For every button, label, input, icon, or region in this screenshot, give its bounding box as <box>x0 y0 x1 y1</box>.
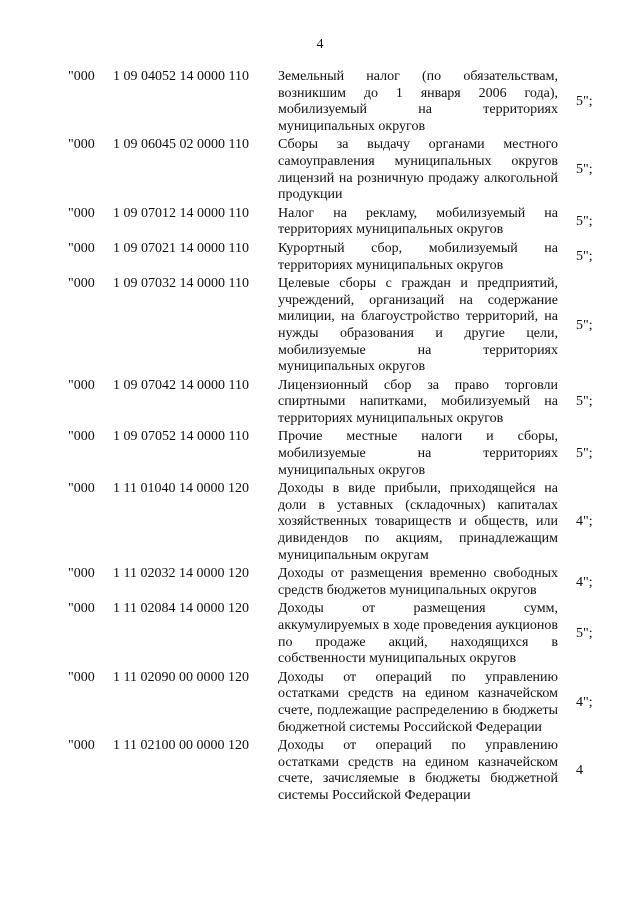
ratio-cell <box>576 429 626 479</box>
revenue-description: Земельный налог (по обязательствам, возникшим до 1 января 2006 года), мобилизуемый на территориях муниципальных округов <box>278 69 558 134</box>
budget-classification-code: 1 09 06045 02 0000 110 <box>113 137 249 153</box>
row-prefix: "000 <box>68 429 95 445</box>
revenue-description: Доходы от размещения сумм, аккумулируемых в ходе проведения аукционов по продаже акций, находящихся в собственности муниципальных округов <box>278 601 558 667</box>
budget-classification-code: 1 09 04052 14 0000 110 <box>113 69 249 84</box>
budget-classification-code: 1 11 01040 14 0000 120 <box>113 481 249 497</box>
budget-classification-code: 1 09 07052 14 0000 110 <box>113 429 249 445</box>
ratio-cell <box>576 137 626 203</box>
distribution-ratio: 5"; <box>576 93 593 109</box>
distribution-ratio: 5"; <box>576 317 593 333</box>
ratio-cell <box>576 276 626 376</box>
ratio-cell <box>576 241 626 274</box>
revenue-description: Курортный сбор, мобилизуемый на территориях муниципальных округов <box>278 240 558 273</box>
distribution-ratio: 4"; <box>576 574 593 590</box>
table-row <box>0 206 640 239</box>
budget-classification-code: 1 11 02032 14 0000 120 <box>113 566 249 582</box>
budget-classification-code: 1 11 02084 14 0000 120 <box>113 601 249 617</box>
table-row <box>0 670 640 736</box>
table-row <box>0 601 640 667</box>
revenue-description: Сборы за выдачу органами местного самоуправления муниципальных округов лицензий на розничную продажу алкогольной продукции <box>278 137 558 203</box>
table-row <box>0 276 640 376</box>
distribution-ratio: 5"; <box>576 394 593 410</box>
budget-classification-code: 1 09 07021 14 0000 110 <box>113 240 249 256</box>
distribution-ratio: 5"; <box>576 446 593 462</box>
table-row <box>0 241 640 274</box>
ratio-cell <box>576 206 626 239</box>
distribution-ratio: 5"; <box>576 249 593 265</box>
distribution-ratio: 5"; <box>576 162 593 178</box>
revenue-description: Доходы от операций по управлению остатками средств на едином казначейском счете, подлежащие распределению в бюджеты бюджетной системы Российской Федерации <box>278 669 558 735</box>
revenue-description: Прочие местные налоги и сборы, мобилизуемые на территориях муниципальных округов <box>278 429 558 478</box>
table-row <box>0 69 640 135</box>
row-prefix: "000 <box>68 69 95 84</box>
distribution-ratio: 4"; <box>576 514 593 530</box>
row-prefix: "000 <box>68 276 95 292</box>
budget-classification-code: 1 09 07042 14 0000 110 <box>113 377 249 393</box>
revenue-description: Доходы в виде прибыли, приходящейся на доли в уставных (складочных) капиталах хозяйственных товариществ и обществ, или дивидендов по акциям, принадлежащим муниципальным округам <box>278 481 558 563</box>
ratio-cell <box>576 601 626 667</box>
distribution-ratio: 5"; <box>576 214 593 230</box>
revenue-description: Доходы от размещения временно свободных средств бюджетов муниципальных округов <box>278 566 558 598</box>
row-prefix: "000 <box>68 481 95 497</box>
revenue-description: Доходы от операций по управлению остатками средств на едином казначейском счете, зачисляемые в бюджеты бюджетной системы Российской Федерации <box>278 738 558 803</box>
table-row <box>0 738 640 804</box>
table-row <box>0 137 640 203</box>
row-prefix: "000 <box>68 377 95 393</box>
table-row <box>0 566 640 599</box>
budget-classification-code: 1 09 07012 14 0000 110 <box>113 205 249 221</box>
row-prefix: "000 <box>68 601 95 617</box>
row-prefix: "000 <box>68 566 95 582</box>
revenue-description: Налог на рекламу, мобилизуемый на территориях муниципальных округов <box>278 205 558 238</box>
table-row <box>0 429 640 479</box>
row-prefix: "000 <box>68 240 95 256</box>
budget-classification-code: 1 11 02100 00 0000 120 <box>113 738 249 754</box>
distribution-ratio: 4 <box>576 763 583 779</box>
row-prefix: "000 <box>68 137 95 153</box>
table-row <box>0 378 640 428</box>
ratio-cell <box>576 378 626 428</box>
ratio-cell <box>576 738 626 804</box>
revenue-description: Целевые сборы с граждан и предприятий, учреждений, организаций на содержание милиции, на благоустройство территорий, на нужды образования и другие цели, мобилизуемые на территориях муниципальных округов <box>278 276 558 375</box>
table-row <box>0 481 640 564</box>
budget-code-table <box>0 69 640 807</box>
row-prefix: "000 <box>68 669 95 685</box>
page-number: 4 <box>316 37 324 52</box>
distribution-ratio: 4"; <box>576 694 593 710</box>
budget-classification-code: 1 11 02090 00 0000 120 <box>113 669 249 685</box>
ratio-cell <box>576 481 626 564</box>
budget-classification-code: 1 09 07032 14 0000 110 <box>113 276 249 292</box>
distribution-ratio: 5"; <box>576 626 593 642</box>
ratio-cell <box>576 566 626 599</box>
ratio-cell <box>576 69 626 135</box>
revenue-description: Лицензионный сбор за право торговли спиртными напитками, мобилизуемый на территориях муниципальных округов <box>278 377 558 426</box>
ratio-cell <box>576 670 626 736</box>
row-prefix: "000 <box>68 738 95 754</box>
row-prefix: "000 <box>68 205 95 221</box>
